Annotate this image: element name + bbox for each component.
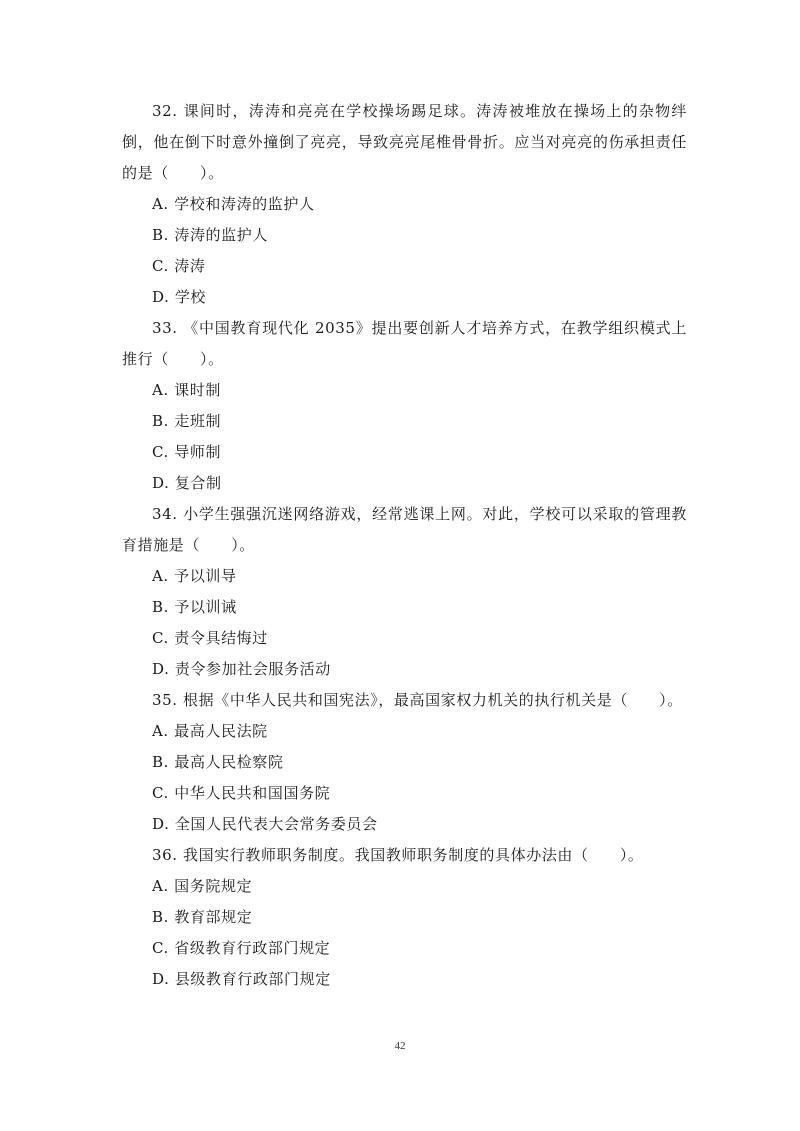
option-a: A. 最高人民法院 <box>152 722 268 740</box>
question-36 <box>122 840 687 995</box>
option-c: C. 省级教育行政部门规定 <box>152 939 331 957</box>
option-a: A. 予以训导 <box>152 567 237 585</box>
page-number: 42 <box>394 1040 406 1052</box>
option-b: B. 教育部规定 <box>152 908 253 926</box>
option-d: D. 全国人民代表大会常务委员会 <box>152 815 378 833</box>
option-c: C. 责令具结悔过 <box>152 629 268 647</box>
option-a: A. 课时制 <box>152 381 221 399</box>
option-c: C. 导师制 <box>152 443 222 461</box>
option-d: D. 县级教育行政部门规定 <box>152 970 331 988</box>
option-b: B. 予以训诫 <box>152 598 237 616</box>
question-stem: 34. 小学生强强沉迷网络游戏，经常逃课上网。对此，学校可以采取的管理教育措施是（ ）。 <box>122 505 687 554</box>
question-35 <box>122 685 687 840</box>
question-32 <box>122 96 687 313</box>
question-stem: 35. 根据《中华人民共和国宪法》，最高国家权力机关的执行机关是（ ）。 <box>152 691 683 709</box>
option-a: A. 国务院规定 <box>152 877 253 895</box>
option-b: B. 走班制 <box>152 412 222 430</box>
question-stem: 36. 我国实行教师职务制度。我国教师职务制度的具体办法由（ ）。 <box>152 846 644 864</box>
question-stem: 33. 《中国教育现代化 2035》提出要创新人才培养方式，在教学组织模式上推行（ ）。 <box>122 319 687 368</box>
option-a: A. 学校和涛涛的监护人 <box>152 195 315 213</box>
option-c: C. 涛涛 <box>152 257 206 275</box>
option-d: D. 责令参加社会服务活动 <box>152 660 331 678</box>
question-stem: 32. 课间时，涛涛和亮亮在学校操场踢足球。涛涛被堆放在操场上的杂物绊倒，他在倒下时意外撞倒了亮亮，导致亮亮尾椎骨骨折。应当对亮亮的伤承担责任的是（ ）。 <box>122 102 687 182</box>
option-b: B. 最高人民检察院 <box>152 753 284 771</box>
option-d: D. 复合制 <box>152 474 222 492</box>
question-34 <box>122 499 687 685</box>
option-c: C. 中华人民共和国国务院 <box>152 784 331 802</box>
question-list <box>122 96 687 995</box>
option-d: D. 学校 <box>152 288 207 306</box>
question-33 <box>122 313 687 499</box>
option-b: B. 涛涛的监护人 <box>152 226 268 244</box>
